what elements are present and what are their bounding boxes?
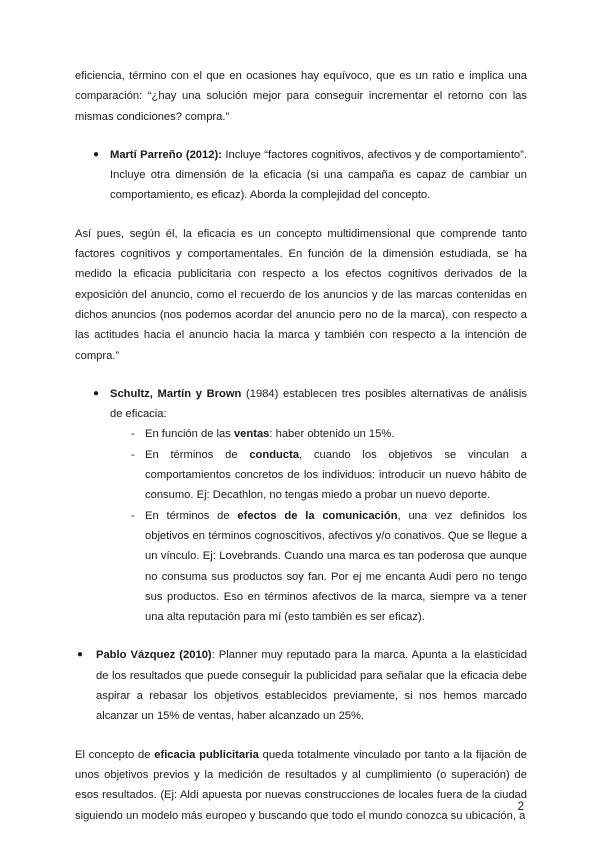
list-item-marti: [75, 145, 527, 206]
bullet-icon: ●: [77, 649, 84, 661]
paragraph-eficacia: El concepto de eficacia publicitaria queda totalmente vinculado por tanto a la fijación de unos objetivos previos y la medición de resultados y al cumplimiento (o superación) de esos resultados. (Ej: Aldi apuesta por nuevas construcciones de locales fuera de la ciudad siguiendo un modelo más europeo y buscando que todo el mundo conozca su ubicación, a: [75, 748, 527, 822]
list-item-schultz: [75, 384, 527, 628]
item-text: (1984) establecen tres posibles alternativas de análisis de eficacia:: [110, 387, 527, 421]
author-name: Martí Parreño (2012):: [110, 148, 222, 161]
sub-item-comunicacion: - En términos de efectos de la comunicación, una vez definidos los objetivos en términos cognoscitivos, afectivos y/o conativos. Que se llegue a un vínculo. Ej: Lovebrands. Cuando una marca es tan poderosa que aunque no consuma sus productos soy fan. Por ej me encanta Audi pero no tengo sus productos. Eso en términos afectivos de la marca, siempre va a tener una alta reputación para mí (esto también es ser eficaz).: [131, 506, 527, 628]
sub-item-ventas: - En función de las ventas: haber obtenido un 15%.: [131, 424, 527, 444]
sub-item-conducta: - En términos de conducta, cuando los objetivos se vinculan a comportamientos concretos de los individuos: introducir un nuevo hábito de consumo. Ej: Decathlon, no tengas miedo a probar un nuevo deporte.: [131, 445, 527, 506]
bullet-list-2: [75, 384, 527, 628]
paragraph-multidimensional: Así pues, según él, la eficacia es un concepto multidimensional que comprende tanto factores cognitivos y comportamentales. En función de la dimensión estudiada, se ha medido la eficacia publicitaria con respecto a los efectos cognitivos derivados de la exposición del anuncio, como el recuerdo de los anuncios y de las marcas contenidas en dichos anuncios (nos podemos acordar del anuncio pero no de la marca), con respecto a las actitudes hacia el anuncio hacia la marca y también con respecto a la intención de compra.”: [75, 227, 527, 362]
author-name: Pablo Vázquez (2010): [96, 649, 212, 662]
author-name: Schultz, Martín y Brown: [110, 387, 242, 400]
bullet-list-3: [75, 645, 527, 726]
dash-icon: -: [131, 428, 135, 441]
bullet-icon: ●: [93, 148, 100, 160]
item-text: Incluye “factores cognitivos, afectivos y de comportamiento”. Incluye otra dimensión de la eficacia (si una campaña es capaz de cambiar un comportamiento, es eficaz). Aborda la complejidad del concepto.: [110, 148, 527, 202]
page-number: 2: [517, 801, 524, 813]
bullet-list-1: [75, 145, 527, 206]
dash-icon: -: [131, 448, 135, 461]
list-item-vazquez: [75, 645, 527, 726]
bullet-icon: ●: [93, 387, 100, 399]
dash-icon: -: [131, 509, 135, 522]
document-body: [75, 66, 527, 826]
paragraph-intro: eficiencia, término con el que en ocasiones hay equívoco, que es un ratio e implica una comparación: “¿hay una solución mejor para conseguir incrementar el retorno con las mismas condiciones? compra.”: [75, 70, 527, 123]
sub-list: [110, 424, 527, 627]
item-text: : Planner muy reputado para la marca. Apunta a la elasticidad de los resultados que puede conseguir la publicidad para señalar que la eficacia debe aspirar a rebasar los objetivos establecidos previamente, si nos hemos marcado alcanzar un 15% de ventas, haber alcanzado un 25%.: [96, 649, 527, 723]
